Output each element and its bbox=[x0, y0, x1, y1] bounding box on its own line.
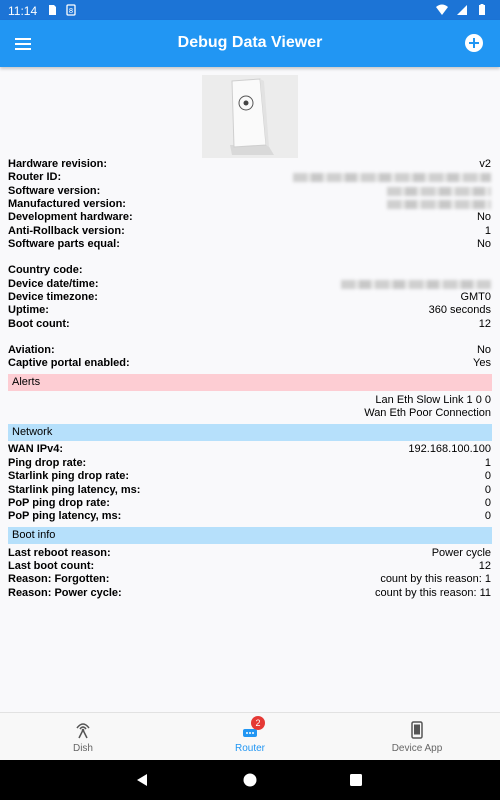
info-label: Router ID: bbox=[8, 171, 62, 183]
info-value: Yes bbox=[473, 357, 491, 369]
info-row bbox=[8, 185, 492, 198]
home-icon[interactable] bbox=[242, 772, 258, 788]
info-value: 0 bbox=[484, 470, 491, 482]
svg-text:8: 8 bbox=[68, 7, 74, 15]
info-label: Boot count: bbox=[8, 318, 70, 330]
info-row bbox=[8, 158, 492, 171]
info-label: Aviation: bbox=[8, 344, 55, 356]
back-icon[interactable] bbox=[134, 772, 150, 788]
status-bar bbox=[0, 0, 500, 20]
add-icon[interactable] bbox=[464, 33, 484, 53]
info-value: count by this reason: 1 bbox=[380, 573, 491, 585]
info-value: No bbox=[476, 238, 491, 250]
info-row bbox=[8, 587, 492, 600]
app-bar bbox=[0, 20, 500, 67]
alert-item: Lan Eth Slow Link 1 0 0 bbox=[375, 394, 491, 406]
cell-signal-icon bbox=[456, 4, 468, 16]
info-label: Device timezone: bbox=[8, 291, 98, 303]
info-row bbox=[8, 264, 492, 277]
info-label: WAN IPv4: bbox=[8, 443, 64, 455]
info-label: Software parts equal: bbox=[8, 238, 120, 250]
info-row bbox=[8, 443, 492, 456]
nav-label-dish: Dish bbox=[72, 743, 93, 754]
info-value: v2 bbox=[479, 158, 491, 170]
info-label: PoP ping latency, ms: bbox=[8, 510, 122, 522]
info-row bbox=[8, 238, 492, 251]
info-value: 0 bbox=[484, 484, 491, 496]
page-title: Debug Data Viewer bbox=[177, 34, 323, 51]
nav-item-dish[interactable] bbox=[0, 713, 166, 761]
alerts-section-header: Alerts bbox=[8, 374, 492, 391]
info-label: Hardware revision: bbox=[8, 158, 108, 170]
info-row bbox=[8, 278, 492, 291]
info-row bbox=[8, 198, 492, 211]
info-value: 12 bbox=[478, 560, 491, 572]
info-label: Captive portal enabled: bbox=[8, 357, 130, 369]
wifi-icon bbox=[436, 4, 448, 16]
nav-item-device-app[interactable] bbox=[334, 713, 500, 761]
info-row bbox=[8, 573, 492, 586]
info-label: Ping drop rate: bbox=[8, 457, 87, 469]
info-label: Anti-Rollback version: bbox=[8, 225, 125, 237]
info-value: 0 bbox=[484, 497, 491, 509]
info-row bbox=[8, 497, 492, 510]
redacted-value bbox=[387, 185, 491, 198]
info-value: 1 bbox=[484, 225, 491, 237]
info-label: Manufactured version: bbox=[8, 198, 126, 210]
info-value: 192.168.100.100 bbox=[408, 443, 491, 455]
info-row bbox=[8, 357, 492, 370]
info-label: Starlink ping drop rate: bbox=[8, 470, 130, 482]
alert-item: Wan Eth Poor Connection bbox=[364, 407, 491, 419]
redacted-value bbox=[387, 198, 491, 211]
info-label: PoP ping drop rate: bbox=[8, 497, 110, 509]
info-value: 360 seconds bbox=[428, 304, 491, 316]
info-label: Starlink ping latency, ms: bbox=[8, 484, 141, 496]
info-row bbox=[8, 457, 492, 470]
info-value: 1 bbox=[484, 457, 491, 469]
info-label: Uptime: bbox=[8, 304, 49, 316]
info-label: Device date/time: bbox=[8, 278, 99, 290]
info-row bbox=[8, 225, 492, 238]
redacted-value bbox=[341, 278, 491, 291]
info-label: Last boot count: bbox=[8, 560, 95, 572]
info-value: 12 bbox=[478, 318, 491, 330]
nav-label-device-app: Device App bbox=[391, 743, 443, 754]
info-label: Software version: bbox=[8, 185, 101, 197]
info-row bbox=[8, 484, 492, 497]
status-time: 11:14 bbox=[8, 4, 38, 18]
info-value: 0 bbox=[484, 510, 491, 522]
info-row bbox=[8, 171, 492, 184]
info-value: GMT0 bbox=[460, 291, 491, 303]
info-value: Power cycle bbox=[431, 547, 491, 559]
info-label: Last reboot reason: bbox=[8, 547, 111, 559]
info-row bbox=[8, 470, 492, 483]
info-label: Reason: Forgotten: bbox=[8, 573, 110, 585]
info-row bbox=[8, 304, 492, 317]
info-label: Development hardware: bbox=[8, 211, 133, 223]
nav-item-router[interactable] bbox=[166, 713, 334, 761]
boot-info-section-header: Boot info bbox=[8, 527, 492, 544]
router-image bbox=[202, 75, 298, 158]
network-section-header: Network bbox=[8, 424, 492, 441]
info-value: No bbox=[476, 344, 491, 356]
info-row bbox=[8, 344, 492, 357]
system-nav-bar bbox=[0, 760, 500, 800]
router-badge: 2 bbox=[251, 716, 265, 730]
nav-label-router: Router bbox=[234, 743, 265, 754]
info-value: count by this reason: 11 bbox=[375, 587, 491, 599]
bottom-nav bbox=[0, 712, 500, 760]
sd-card-icon bbox=[46, 4, 58, 16]
info-row bbox=[8, 291, 492, 304]
info-row bbox=[8, 318, 492, 331]
info-row bbox=[8, 510, 492, 523]
info-row bbox=[8, 211, 492, 224]
info-value: No bbox=[476, 211, 491, 223]
dish-icon bbox=[74, 721, 92, 739]
recents-icon[interactable] bbox=[348, 772, 364, 788]
phone-icon bbox=[408, 721, 426, 739]
battery-icon bbox=[476, 4, 488, 16]
redacted-value bbox=[293, 171, 491, 184]
shield-icon bbox=[65, 4, 77, 16]
info-row bbox=[8, 560, 492, 573]
info-row bbox=[8, 547, 492, 560]
info-label: Reason: Power cycle: bbox=[8, 587, 122, 599]
info-label: Country code: bbox=[8, 264, 83, 276]
